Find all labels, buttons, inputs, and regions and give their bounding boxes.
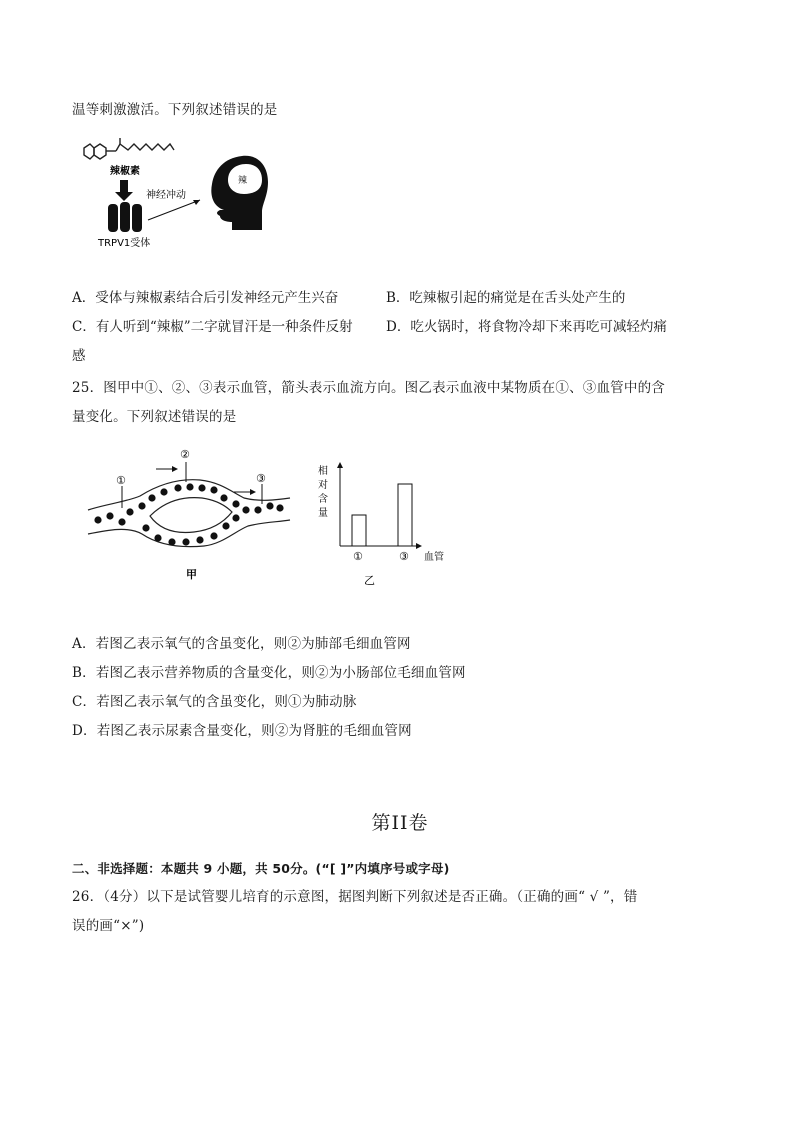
q25-stem-line1: 25．图甲中①、②、③表示血管，箭头表示血流方向。图乙表示血液中某物质在①、③血管中的含 bbox=[72, 380, 665, 396]
q24-option-d-continued: 感 bbox=[72, 348, 86, 364]
q25-option-d: D．若图乙表示尿素含量变化，则②为肾脏的毛细血管网 bbox=[72, 723, 412, 739]
y-axis-label bbox=[318, 464, 328, 519]
figure-yi-caption: 乙 bbox=[364, 574, 375, 586]
vessel-2-label: ② bbox=[180, 448, 190, 461]
figure-jia-caption: 甲 bbox=[186, 568, 197, 581]
bar-1 bbox=[352, 515, 366, 546]
vessel-1-label: ① bbox=[116, 474, 126, 487]
q24-option-b: B．吃辣椒引起的痛觉是在舌头处产生的 bbox=[386, 290, 626, 306]
bar-2 bbox=[398, 484, 412, 546]
q24-option-d: D．吃火锅时，将食物冷却下来再吃可减轻灼痛 bbox=[386, 319, 667, 335]
y-axis-label-char: 对 bbox=[318, 480, 328, 491]
q25-figure-yi-chart bbox=[312, 462, 452, 586]
x-axis-arrow-icon bbox=[416, 543, 422, 549]
q26-line1: 26．（4分）以下是试管婴儿培育的示意图，据图判断下列叙述是否正确。（正确的画“ √ ”，错 bbox=[72, 889, 638, 905]
x-axis-label: 血管 bbox=[424, 552, 444, 563]
q25-stem-line2: 量变化。下列叙述错误的是 bbox=[72, 409, 237, 425]
x-tick-label: ① bbox=[353, 550, 363, 563]
vessel-3-label: ③ bbox=[256, 472, 266, 485]
x-tick-label: ③ bbox=[399, 550, 409, 563]
section-title: 第II卷 bbox=[371, 812, 429, 834]
blood-cells bbox=[94, 483, 283, 545]
down-arrow-icon bbox=[115, 180, 133, 201]
y-axis-label-char: 相 bbox=[318, 466, 328, 477]
q24-stem-tail: 温等刺激激活。下列叙述错误的是 bbox=[72, 102, 278, 118]
q24-figure bbox=[82, 134, 282, 252]
y-axis-label-char: 量 bbox=[318, 508, 328, 519]
q25-option-b: B．若图乙表示营养物质的含量变化，则②为小肠部位毛细血管网 bbox=[72, 665, 466, 681]
flow-arrow-icon bbox=[250, 489, 256, 495]
y-axis-arrow-icon bbox=[337, 462, 343, 468]
capsaicin-structure bbox=[84, 138, 174, 159]
brain-label: 辣 bbox=[238, 176, 248, 186]
section-heading: 二、非选择题：本题共 9 小题，共 50分。(“[ ]”内填序号或字母) bbox=[72, 861, 450, 876]
q24-option-a: A．受体与辣椒素结合后引发神经元产生兴奋 bbox=[72, 290, 339, 306]
capsaicin-label: 辣椒素 bbox=[110, 166, 140, 177]
q26-line2: 误的画“×”) bbox=[72, 918, 145, 934]
trpv1-label: TRPV1受体 bbox=[98, 238, 151, 249]
trpv1-receptor-icon bbox=[108, 202, 142, 232]
q25-option-c: C．若图乙表示氧气的含虽变化，则①为肺动脉 bbox=[72, 694, 357, 710]
y-axis-label-char: 含 bbox=[318, 494, 328, 505]
q25-option-a: A．若图乙表示氧气的含虽变化，则②为肺部毛细血管网 bbox=[72, 636, 411, 652]
nerve-impulse-label: 神经冲动 bbox=[146, 190, 186, 201]
q24-option-c: C．有人听到“辣椒”二字就冒汗是一种条件反射 bbox=[72, 319, 353, 335]
q25-figure-jia bbox=[86, 442, 292, 584]
flow-arrow-icon bbox=[172, 466, 178, 472]
